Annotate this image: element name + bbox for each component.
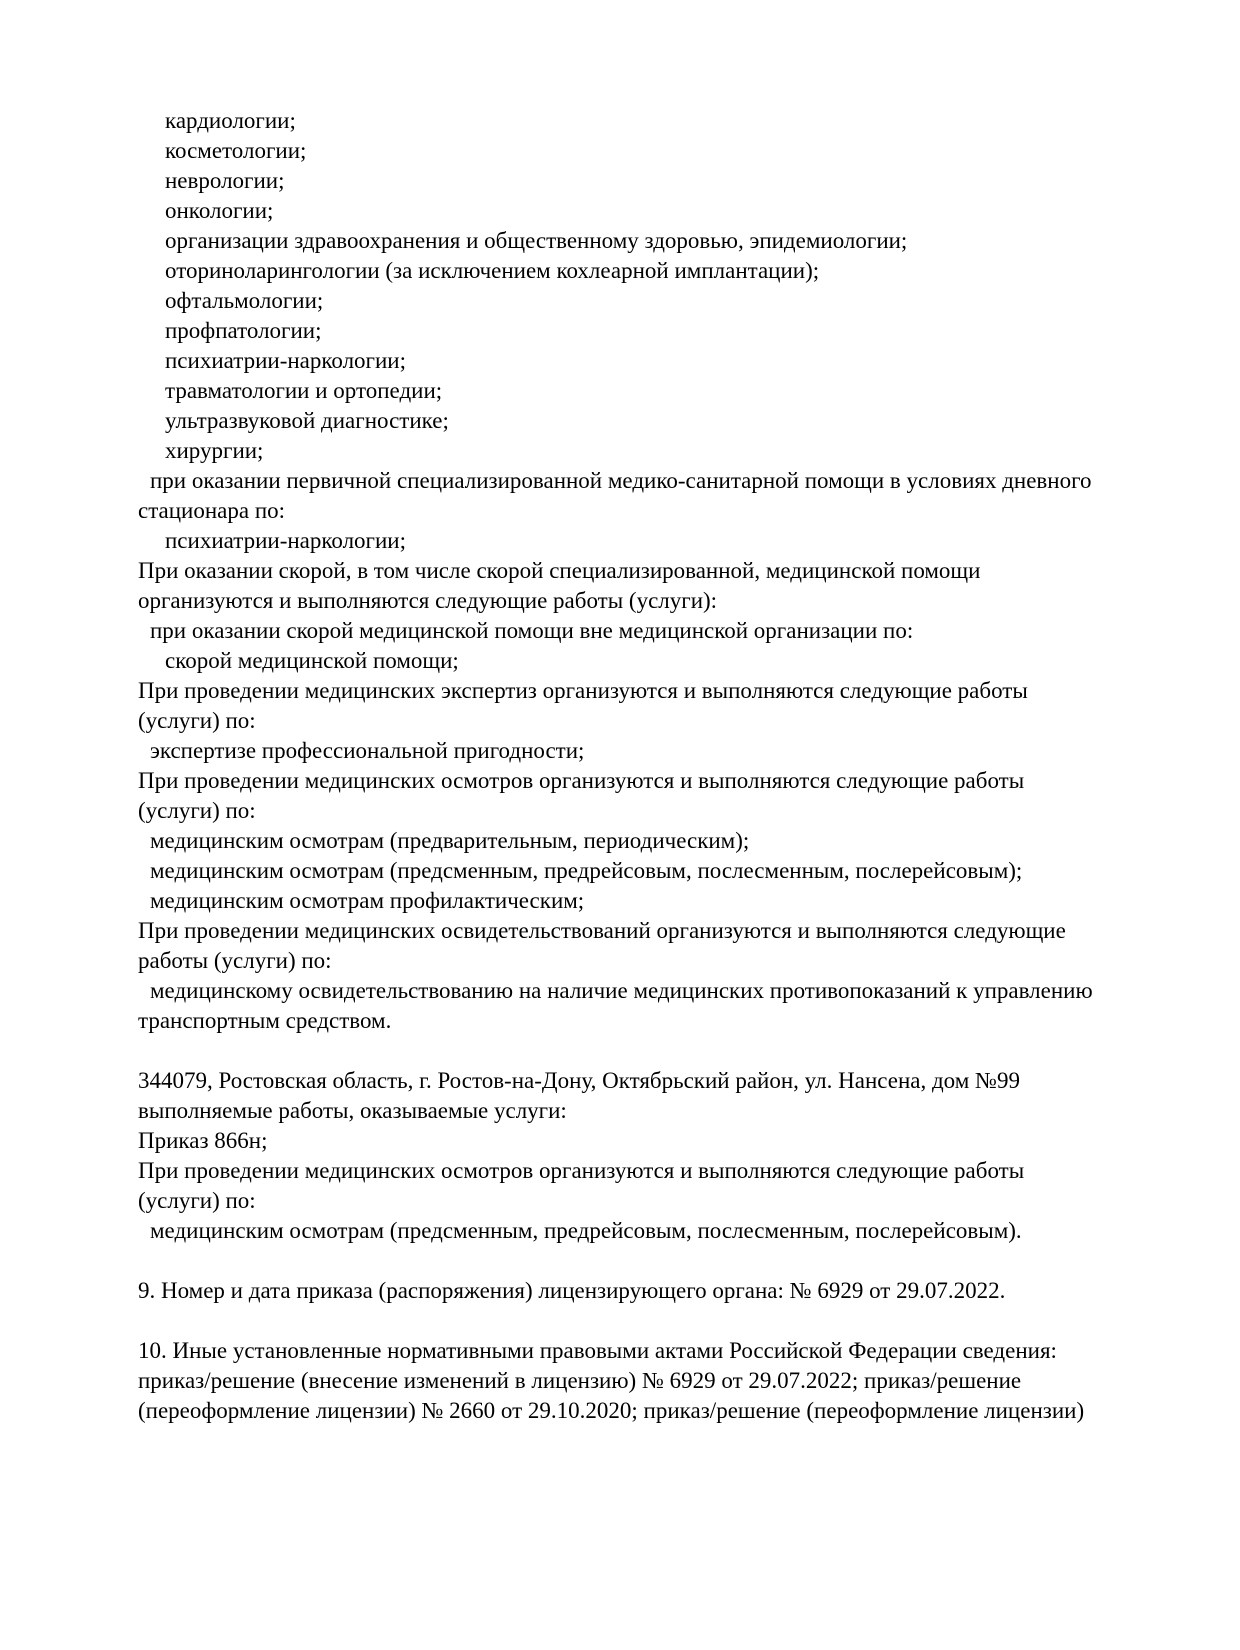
- document-line: экспертизе профессиональной пригодности;: [150, 738, 585, 763]
- blank-line: [138, 1246, 1148, 1276]
- document-line: скорой медицинской помощи;: [165, 648, 459, 673]
- document-line: При проведении медицинских осмотров организуются и выполняются следующие работы: [138, 1158, 1025, 1183]
- document-line: 9. Номер и дата приказа (распоряжения) лицензирующего органа: № 6929 от 29.07.2022.: [138, 1278, 1006, 1303]
- document-line: психиатрии-наркологии;: [165, 528, 406, 553]
- document-line: стационара по:: [138, 498, 286, 523]
- document-line: работы (услуги) по:: [138, 948, 332, 973]
- document-line: ультразвуковой диагностике;: [165, 408, 449, 433]
- document-line: медицинским осмотрам (предсменным, предрейсовым, послесменным, послерейсовым).: [150, 1218, 1022, 1243]
- document-line: Приказ 866н;: [138, 1128, 268, 1153]
- document-line: (услуги) по:: [138, 798, 256, 823]
- document-line: При проведении медицинских осмотров организуются и выполняются следующие работы: [138, 768, 1025, 793]
- document-line: оториноларингологии (за исключением кохлеарной имплантации);: [165, 258, 820, 283]
- document-line: приказ/решение (внесение изменений в лицензию) № 6929 от 29.07.2022; приказ/решение: [138, 1368, 1022, 1393]
- document-line: (переоформление лицензии) № 2660 от 29.10.2020; приказ/решение (переоформление лицензии): [138, 1398, 1085, 1423]
- document-line: при оказании скорой медицинской помощи вне медицинской организации по:: [150, 618, 914, 643]
- document-line: 344079, Ростовская область, г. Ростов-на-Дону, Октябрьский район, ул. Нансена, дом №99: [138, 1068, 1020, 1093]
- document-line: выполняемые работы, оказываемые услуги:: [138, 1098, 567, 1123]
- document-line: онкологии;: [165, 198, 274, 223]
- document-line: офтальмологии;: [165, 288, 324, 313]
- document-line: медицинским осмотрам (предсменным, предрейсовым, послесменным, послерейсовым);: [150, 858, 1023, 883]
- document-line: при оказании первичной специализированной медико-санитарной помощи в условиях дневного: [150, 468, 1092, 493]
- document-line: медицинским осмотрам (предварительным, периодическим);: [150, 828, 750, 853]
- document-line: кардиологии;: [165, 108, 296, 133]
- document-line: психиатрии-наркологии;: [165, 348, 406, 373]
- document-line: медицинским осмотрам профилактическим;: [150, 888, 585, 913]
- document-body: [138, 106, 1148, 1426]
- document-line: организации здравоохранения и общественному здоровью, эпидемиологии;: [165, 228, 908, 253]
- document-line: травматологии и ортопедии;: [165, 378, 443, 403]
- document-line: (услуги) по:: [138, 708, 256, 733]
- document-line: При проведении медицинских освидетельствований организуются и выполняются следующие: [138, 918, 1066, 943]
- blank-line: [138, 1036, 1148, 1066]
- blank-line: [138, 1306, 1148, 1336]
- document-line: косметологии;: [165, 138, 307, 163]
- document-line: транспортным средством.: [138, 1008, 392, 1033]
- document-line: 10. Иные установленные нормативными правовыми актами Российской Федерации сведения:: [138, 1338, 1057, 1363]
- document-line: профпатологии;: [165, 318, 322, 343]
- document-line: При проведении медицинских экспертиз организуются и выполняются следующие работы: [138, 678, 1028, 703]
- document-line: (услуги) по:: [138, 1188, 256, 1213]
- document-line: медицинскому освидетельствованию на наличие медицинских противопоказаний к управлению: [150, 978, 1093, 1003]
- document-line: При оказании скорой, в том числе скорой специализированной, медицинской помощи: [138, 558, 981, 583]
- document-line: хирургии;: [165, 438, 264, 463]
- document-line: неврологии;: [165, 168, 285, 193]
- document-line: организуются и выполняются следующие работы (услуги):: [138, 588, 718, 613]
